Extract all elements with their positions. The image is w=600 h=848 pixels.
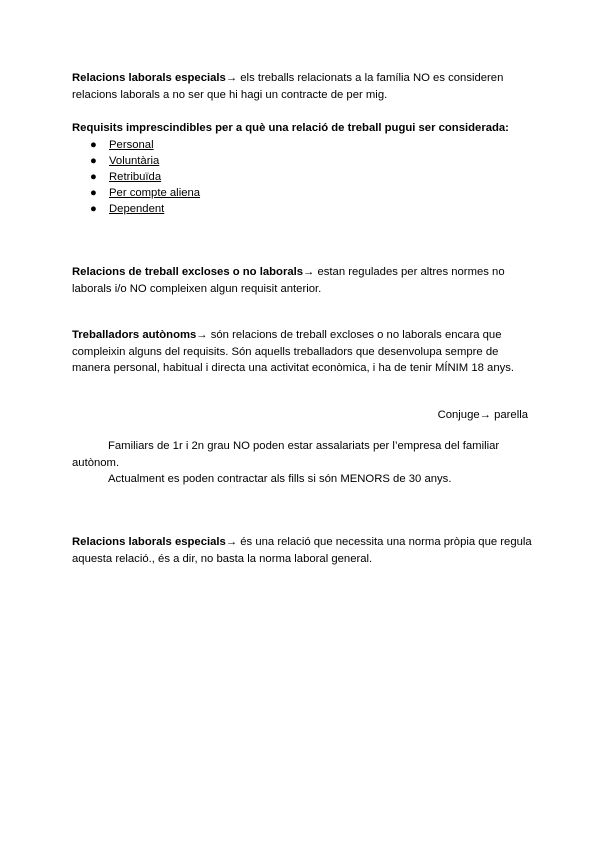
arrow: → — [303, 266, 315, 278]
definition: són relacions de treball excloses o no laborals encara que compleixin alguns del requisits. Són aquells treballadors que desenvolupa sempre de manera personal, habitual i directa una activitat econòmica, i ha de tenir MÍNIM 18 anys. — [72, 329, 515, 374]
requisits-heading: Requisits imprescindibles per a què una relació de treball pugui ser considerada: — [72, 122, 509, 134]
bullet-icon: ● — [90, 138, 97, 151]
list-item — [72, 137, 532, 153]
term: Treballadors autònoms — [72, 329, 197, 341]
list-item — [72, 201, 532, 217]
paragraph-relacions-especials-2 — [72, 534, 532, 567]
requisits-list — [72, 137, 532, 218]
arrow: → — [196, 329, 208, 341]
conjuge-note: Conjuge→ parella — [437, 409, 528, 421]
definition: estan regulades per altres normes no laborals i/o NO compleixen algun requisit anterior. — [72, 266, 505, 295]
bullet-icon: ● — [90, 187, 97, 200]
arrow: → — [225, 536, 238, 548]
list-item-label: Personal — [109, 138, 154, 151]
list-item-label: Retribuïda — [109, 170, 162, 183]
requisits-section — [72, 120, 532, 218]
definition: els treballs relacionats a la família NO es consideren relacions laborals a no ser que hi hagi un contracte de per mig. — [72, 72, 504, 101]
term: Relacions laborals especials — [72, 72, 226, 84]
list-item-label: Dependent — [109, 203, 165, 216]
list-item — [72, 169, 532, 185]
paragraph-actualment: Actualment es poden contractar als fills si són MENORS de 30 anys. — [108, 473, 452, 485]
bullet-icon: ● — [90, 154, 97, 167]
paragraph-familiars: Familiars de 1r i 2n grau NO poden estar assalariats per l’empresa del familiar autònom. — [72, 440, 500, 469]
term: Relacions de treball excloses o no laborals — [72, 266, 304, 278]
bullet-icon: ● — [90, 170, 97, 183]
term: Relacions laborals especials — [72, 536, 226, 548]
paragraph-relacions-especials — [72, 70, 532, 103]
list-item — [72, 185, 532, 201]
arrow: → — [225, 72, 238, 84]
list-item — [72, 153, 532, 169]
list-item-label: Per compte aliena — [109, 187, 201, 200]
definition: és una relació que necessita una norma pròpia que regula aquesta relació., és a dir, no basta la norma laboral general. — [72, 536, 532, 565]
list-item-label: Voluntària — [109, 154, 160, 167]
bullet-icon: ● — [90, 203, 97, 216]
paragraph-relacions-excloses — [72, 264, 532, 297]
paragraph-treballadors-autonoms — [72, 327, 532, 377]
